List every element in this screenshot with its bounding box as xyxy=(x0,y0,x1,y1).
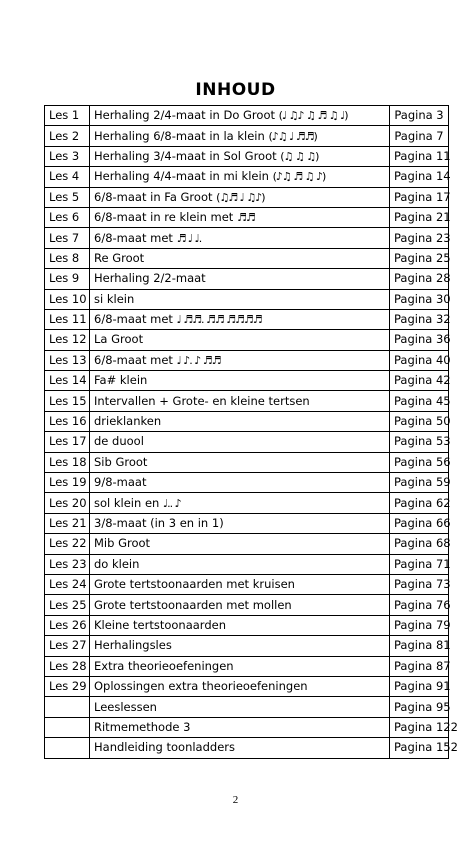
lesson-topic-text: La Groot xyxy=(94,332,144,347)
rhythm-notation-icon: ♩.. ♪ xyxy=(162,496,181,510)
page-reference-cell: Pagina 59 xyxy=(390,473,449,493)
lesson-topic-cell xyxy=(90,493,390,513)
page-reference-cell: Pagina 91 xyxy=(390,676,449,696)
rhythm-notation-icon: (♪♫ ♬ ♫ ♪) xyxy=(272,170,326,184)
lesson-topic-text: 6/8-maat met xyxy=(94,352,173,367)
lesson-number-cell: Les 18 xyxy=(45,452,90,472)
page-reference-cell: Pagina 53 xyxy=(390,432,449,452)
lesson-topic-cell xyxy=(90,473,390,493)
lesson-number-cell: Les 16 xyxy=(45,411,90,431)
table-row xyxy=(45,146,449,166)
page-reference-cell: Pagina 79 xyxy=(390,615,449,635)
lesson-topic-text: Mib Groot xyxy=(94,536,151,551)
table-row xyxy=(45,432,449,452)
lesson-topic-cell xyxy=(90,452,390,472)
page-reference-cell: Pagina 45 xyxy=(390,391,449,411)
table-row xyxy=(45,615,449,635)
page-reference-cell: Pagina 28 xyxy=(390,269,449,289)
lesson-number-cell: Les 17 xyxy=(45,432,90,452)
page-reference-cell: Pagina 62 xyxy=(390,493,449,513)
page-reference-cell: Pagina 40 xyxy=(390,350,449,370)
page-reference-cell: Pagina 50 xyxy=(390,411,449,431)
lesson-topic-text: Extra theorieoefeningen xyxy=(94,658,234,673)
lesson-topic-text: 3/8-maat (in 3 en in 1) xyxy=(94,516,224,530)
rhythm-notation-icon: ♬♬ xyxy=(236,211,255,225)
lesson-topic-text: Oplossingen extra theorieoefeningen xyxy=(94,679,308,694)
table-row xyxy=(45,676,449,696)
lesson-number-cell: Les 19 xyxy=(45,473,90,493)
lesson-topic-cell xyxy=(90,554,390,574)
lesson-topic-text: Sib Groot xyxy=(94,454,148,469)
lesson-number-cell: Les 25 xyxy=(45,595,90,615)
lesson-number-cell: Les 9 xyxy=(45,269,90,289)
lesson-topic-cell xyxy=(90,432,390,452)
lesson-number-cell: Les 11 xyxy=(45,309,90,329)
lesson-number-cell: Les 26 xyxy=(45,615,90,635)
lesson-topic-cell xyxy=(90,697,390,717)
lesson-topic-cell xyxy=(90,146,390,166)
lesson-number-cell xyxy=(45,717,90,737)
lesson-number-cell: Les 22 xyxy=(45,534,90,554)
lesson-topic-text: Herhaling 2/2-maat xyxy=(94,271,206,286)
lesson-number-cell: Les 3 xyxy=(45,146,90,166)
lesson-topic-text: 6/8-maat in re klein met xyxy=(94,210,234,225)
lesson-topic-cell xyxy=(90,636,390,656)
lesson-topic-cell xyxy=(90,615,390,635)
rhythm-notation-icon: (♫♬ ♩ ♫♪) xyxy=(216,190,265,204)
lesson-topic-cell xyxy=(90,207,390,227)
page-reference-cell: Pagina 71 xyxy=(390,554,449,574)
lesson-number-cell: Les 21 xyxy=(45,513,90,533)
lesson-number-cell: Les 29 xyxy=(45,676,90,696)
lesson-topic-text: de duool xyxy=(94,434,144,449)
page-title: INHOUD xyxy=(195,80,276,100)
lesson-topic-cell xyxy=(90,350,390,370)
page-reference-cell: Pagina 30 xyxy=(390,289,449,309)
table-row xyxy=(45,411,449,431)
table-row xyxy=(45,309,449,329)
page-reference-cell: Pagina 3 xyxy=(390,106,449,126)
lesson-number-cell: Les 8 xyxy=(45,248,90,268)
lesson-topic-cell xyxy=(90,391,390,411)
page-reference-cell: Pagina 87 xyxy=(390,656,449,676)
table-row xyxy=(45,228,449,248)
lesson-number-cell: Les 28 xyxy=(45,656,90,676)
lesson-topic-text: sol klein en xyxy=(94,495,160,510)
table-row xyxy=(45,717,449,737)
page-reference-cell: Pagina 73 xyxy=(390,574,449,594)
lesson-topic-cell xyxy=(90,411,390,431)
lesson-topic-text: do klein xyxy=(94,556,140,571)
lesson-topic-text: Herhalingsles xyxy=(94,638,172,653)
lesson-topic-cell xyxy=(90,717,390,737)
lesson-topic-text: Re Groot xyxy=(94,250,145,265)
lesson-topic-text: Herhaling 3/4-maat in Sol Groot xyxy=(94,148,277,163)
lesson-number-cell xyxy=(45,738,90,758)
page-reference-cell: Pagina 17 xyxy=(390,187,449,207)
lesson-topic-cell xyxy=(90,656,390,676)
lesson-topic-text: Kleine tertstoonaarden xyxy=(94,617,226,632)
table-row xyxy=(45,595,449,615)
lesson-number-cell: Les 1 xyxy=(45,106,90,126)
lesson-topic-cell xyxy=(90,228,390,248)
page-reference-cell: Pagina 14 xyxy=(390,167,449,187)
table-row xyxy=(45,289,449,309)
table-row xyxy=(45,187,449,207)
lesson-topic-text: Leeslessen xyxy=(94,699,157,714)
lesson-number-cell: Les 5 xyxy=(45,187,90,207)
rhythm-notation-icon: ♩ ♬♬. ♬♬ ♬♬♬♬ xyxy=(176,313,262,327)
page-reference-cell: Pagina 56 xyxy=(390,452,449,472)
table-row xyxy=(45,493,449,513)
lesson-topic-text: 6/8-maat met xyxy=(94,230,173,245)
lesson-topic-cell xyxy=(90,738,390,758)
lesson-topic-cell xyxy=(90,595,390,615)
page-reference-cell: Pagina 21 xyxy=(390,207,449,227)
page-reference-cell: Pagina 11 xyxy=(390,146,449,166)
lesson-topic-cell xyxy=(90,534,390,554)
rhythm-notation-icon: (♫ ♫ ♫) xyxy=(280,149,319,163)
lesson-number-cell: Les 6 xyxy=(45,207,90,227)
lesson-topic-cell xyxy=(90,187,390,207)
lesson-number-cell: Les 4 xyxy=(45,167,90,187)
table-row xyxy=(45,513,449,533)
lesson-topic-cell xyxy=(90,126,390,146)
table-of-contents xyxy=(44,105,458,759)
lesson-topic-cell xyxy=(90,309,390,329)
table-row xyxy=(45,207,449,227)
lesson-number-cell: Les 2 xyxy=(45,126,90,146)
lesson-number-cell: Les 20 xyxy=(45,493,90,513)
lesson-number-cell: Les 27 xyxy=(45,636,90,656)
page-reference-cell: Pagina 122 xyxy=(390,717,449,737)
table-row xyxy=(45,269,449,289)
lesson-number-cell: Les 14 xyxy=(45,371,90,391)
lesson-topic-cell xyxy=(90,106,390,126)
page-reference-cell: Pagina 23 xyxy=(390,228,449,248)
lesson-topic-text: Grote tertstoonaarden met mollen xyxy=(94,597,292,612)
lesson-topic-text: Herhaling 6/8-maat in la klein xyxy=(94,128,265,143)
page-reference-cell: Pagina 68 xyxy=(390,534,449,554)
lesson-topic-cell xyxy=(90,289,390,309)
lesson-topic-text: Grote tertstoonaarden met kruisen xyxy=(94,577,295,592)
lesson-topic-cell xyxy=(90,248,390,268)
table-row xyxy=(45,738,449,758)
lesson-topic-text: Intervallen + Grote- en kleine tertsen xyxy=(94,393,310,408)
table-row xyxy=(45,167,449,187)
page-reference-cell: Pagina 66 xyxy=(390,513,449,533)
lesson-topic-cell xyxy=(90,513,390,533)
page-number: 2 xyxy=(232,794,239,806)
lesson-topic-cell xyxy=(90,676,390,696)
lesson-number-cell: Les 7 xyxy=(45,228,90,248)
rhythm-notation-icon: (♩ ♫♪ ♫ ♬ ♫ ♩) xyxy=(278,109,348,123)
lesson-topic-cell xyxy=(90,574,390,594)
lesson-topic-text: drieklanken xyxy=(94,414,162,429)
page-reference-cell: Pagina 81 xyxy=(390,636,449,656)
table-row xyxy=(45,697,449,717)
lesson-topic-text: si klein xyxy=(94,291,135,306)
page-reference-cell: Pagina 152 xyxy=(390,738,449,758)
lesson-topic-text: Fa# klein xyxy=(94,373,148,388)
table-row xyxy=(45,656,449,676)
table-row xyxy=(45,248,449,268)
table-row xyxy=(45,350,449,370)
rhythm-notation-icon: (♪♫ ♩ ♬♬) xyxy=(268,129,317,143)
lesson-topic-cell xyxy=(90,330,390,350)
page-reference-cell: Pagina 25 xyxy=(390,248,449,268)
page-reference-cell: Pagina 95 xyxy=(390,697,449,717)
table-row xyxy=(45,371,449,391)
table-row xyxy=(45,330,449,350)
table-row xyxy=(45,473,449,493)
lesson-number-cell xyxy=(45,697,90,717)
lesson-topic-text: 9/8-maat xyxy=(94,475,147,490)
lesson-topic-text: 6/8-maat met xyxy=(94,312,173,327)
table-row xyxy=(45,106,449,126)
table-row xyxy=(45,554,449,574)
lesson-number-cell: Les 15 xyxy=(45,391,90,411)
lesson-number-cell: Les 10 xyxy=(45,289,90,309)
table-row xyxy=(45,391,449,411)
lesson-topic-text: Herhaling 2/4-maat in Do Groot xyxy=(94,108,275,123)
table-row xyxy=(45,534,449,554)
table-row xyxy=(45,574,449,594)
table-row xyxy=(45,452,449,472)
lesson-number-cell: Les 12 xyxy=(45,330,90,350)
page-reference-cell: Pagina 7 xyxy=(390,126,449,146)
lesson-number-cell: Les 13 xyxy=(45,350,90,370)
lesson-topic-text: Handleiding toonladders xyxy=(94,740,235,755)
rhythm-notation-icon: ♩ ♪. ♪ ♬♬ xyxy=(176,353,221,367)
lesson-topic-text: Ritmemethode 3 xyxy=(94,719,191,734)
page-reference-cell: Pagina 76 xyxy=(390,595,449,615)
table-row xyxy=(45,636,449,656)
lesson-number-cell: Les 23 xyxy=(45,554,90,574)
lesson-number-cell: Les 24 xyxy=(45,574,90,594)
page-reference-cell: Pagina 42 xyxy=(390,371,449,391)
lesson-topic-cell xyxy=(90,167,390,187)
rhythm-notation-icon: ♬ ♩ ♩. xyxy=(176,231,202,245)
lesson-topic-text: Herhaling 4/4-maat in mi klein xyxy=(94,169,269,184)
lesson-topic-cell xyxy=(90,269,390,289)
lesson-topic-text: 6/8-maat in Fa Groot xyxy=(94,189,213,204)
page-reference-cell: Pagina 32 xyxy=(390,309,449,329)
table-row xyxy=(45,126,449,146)
lesson-topic-cell xyxy=(90,371,390,391)
page-reference-cell: Pagina 36 xyxy=(390,330,449,350)
